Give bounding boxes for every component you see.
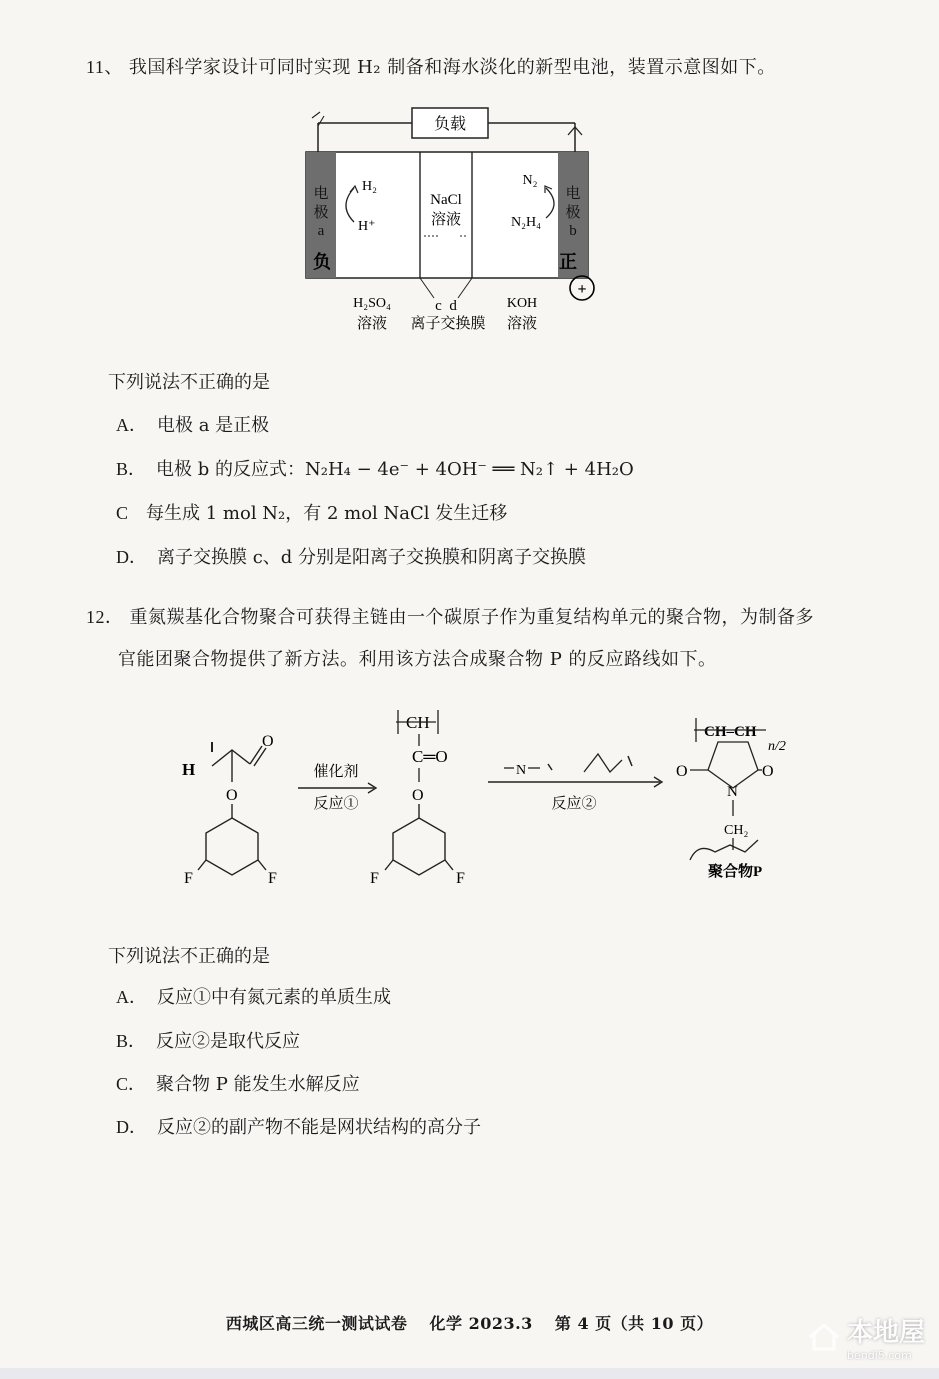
svg-text:n/2: n/2: [768, 739, 786, 754]
question-number: 12．: [86, 607, 124, 627]
svg-text:c d: c d: [435, 298, 457, 314]
watermark-text: 本地屋: [846, 1318, 925, 1348]
svg-text:N: N: [727, 784, 738, 800]
house-icon: [807, 1322, 841, 1352]
watermark: [807, 1312, 925, 1362]
footer-school: 西城区高三统一测试试卷: [225, 1314, 408, 1333]
svg-text:极: 极: [313, 205, 329, 221]
svg-text:F: F: [184, 870, 193, 887]
handwritten-positive: 正: [559, 252, 577, 272]
svg-text:O: O: [226, 787, 238, 804]
svg-text:O: O: [762, 763, 774, 780]
svg-text:溶液: 溶液: [356, 316, 388, 332]
watermark-sub: bendi5.com: [846, 1349, 912, 1362]
svg-text:O: O: [412, 787, 424, 804]
svg-text:反应①: 反应①: [313, 796, 359, 812]
svg-text:CH–CH: CH–CH: [704, 724, 757, 740]
question-text: 我国科学家设计可同时实现 H₂ 制备和海水淡化的新型电池，装置示意图如下。: [128, 57, 776, 78]
svg-text:极: 极: [565, 205, 581, 221]
question-number: 11、: [86, 57, 123, 77]
svg-text:N: N: [516, 763, 527, 778]
svg-text:a: a: [317, 223, 325, 239]
svg-text:N₂: N₂: [522, 173, 538, 188]
handwritten-negative: 负: [313, 252, 331, 272]
svg-text:+: +: [577, 281, 587, 298]
svg-text:b: b: [569, 223, 577, 239]
svg-text:聚合物P: 聚合物P: [708, 864, 763, 880]
question-12-title: [86, 602, 814, 633]
load-label: 负载: [433, 116, 467, 133]
q12-option-a[interactable]: A． 反应①中有氮元素的单质生成: [116, 987, 391, 1008]
question-text-line1: 重氮羰基化合物聚合可获得主链由一个碳原子作为重复结构单元的聚合物，为制备多: [129, 607, 814, 628]
q12-option-d[interactable]: D． 反应②的副产物不能是网状结构的高分子: [116, 1117, 481, 1138]
q11-option-b[interactable]: B． 电极 b 的反应式：N₂H₄ − 4e⁻ + 4OH⁻ ══ N₂↑ + 4H₂O: [116, 459, 634, 480]
q11-option-d[interactable]: D． 离子交换膜 c、d 分别是阳离子交换膜和阴离子交换膜: [116, 547, 587, 568]
svg-text:催化剂: 催化剂: [313, 764, 359, 780]
svg-text:离子交换膜: 离子交换膜: [410, 316, 486, 332]
svg-text:C═O: C═O: [412, 747, 448, 766]
battery-diagram: [300, 100, 600, 340]
svg-text:H: H: [182, 760, 196, 779]
svg-text:N₂H₄: N₂H₄: [511, 215, 541, 230]
page-footer: [0, 1311, 939, 1334]
q11-option-a[interactable]: A． 电极 a 是正极: [116, 415, 270, 436]
q12-option-c[interactable]: C． 聚合物 P 能发生水解反应: [116, 1074, 360, 1095]
q12-option-b[interactable]: B． 反应②是取代反应: [116, 1031, 301, 1052]
svg-text:F: F: [268, 870, 277, 887]
svg-text:NaCl: NaCl: [430, 192, 462, 208]
svg-text:CH₂: CH₂: [724, 823, 749, 838]
question-12-title-line2: 官能团聚合物提供了新方法。利用该方法合成聚合物 P 的反应路线如下。: [118, 649, 717, 670]
svg-text:F: F: [456, 870, 465, 887]
bottom-band: [0, 1368, 939, 1379]
svg-text:溶液: 溶液: [430, 212, 462, 228]
svg-text:O: O: [262, 733, 274, 750]
svg-text:H⁺: H⁺: [358, 219, 376, 234]
svg-text:CH: CH: [406, 713, 430, 732]
svg-text:O: O: [676, 763, 688, 780]
svg-text:KOH: KOH: [506, 296, 538, 311]
svg-text:H₂: H₂: [362, 179, 377, 194]
q12-stem: 下列说法不正确的是: [108, 946, 270, 967]
q11-option-c[interactable]: C 每生成 1 mol N₂，有 2 mol NaCl 发生迁移: [116, 503, 508, 524]
footer-page: 第 4 页（共 10 页）: [554, 1314, 714, 1333]
footer-subject: 化学 2023.3: [429, 1314, 533, 1333]
svg-text:反应②: 反应②: [551, 796, 597, 812]
svg-text:电: 电: [565, 186, 581, 202]
svg-text:电: 电: [313, 186, 329, 202]
svg-text:溶液: 溶液: [506, 316, 538, 332]
svg-text:H₂SO₄: H₂SO₄: [353, 296, 391, 311]
reaction-scheme: [170, 700, 810, 895]
question-11-title: [86, 52, 776, 83]
svg-text:F: F: [370, 870, 379, 887]
q11-stem: 下列说法不正确的是: [108, 372, 270, 393]
